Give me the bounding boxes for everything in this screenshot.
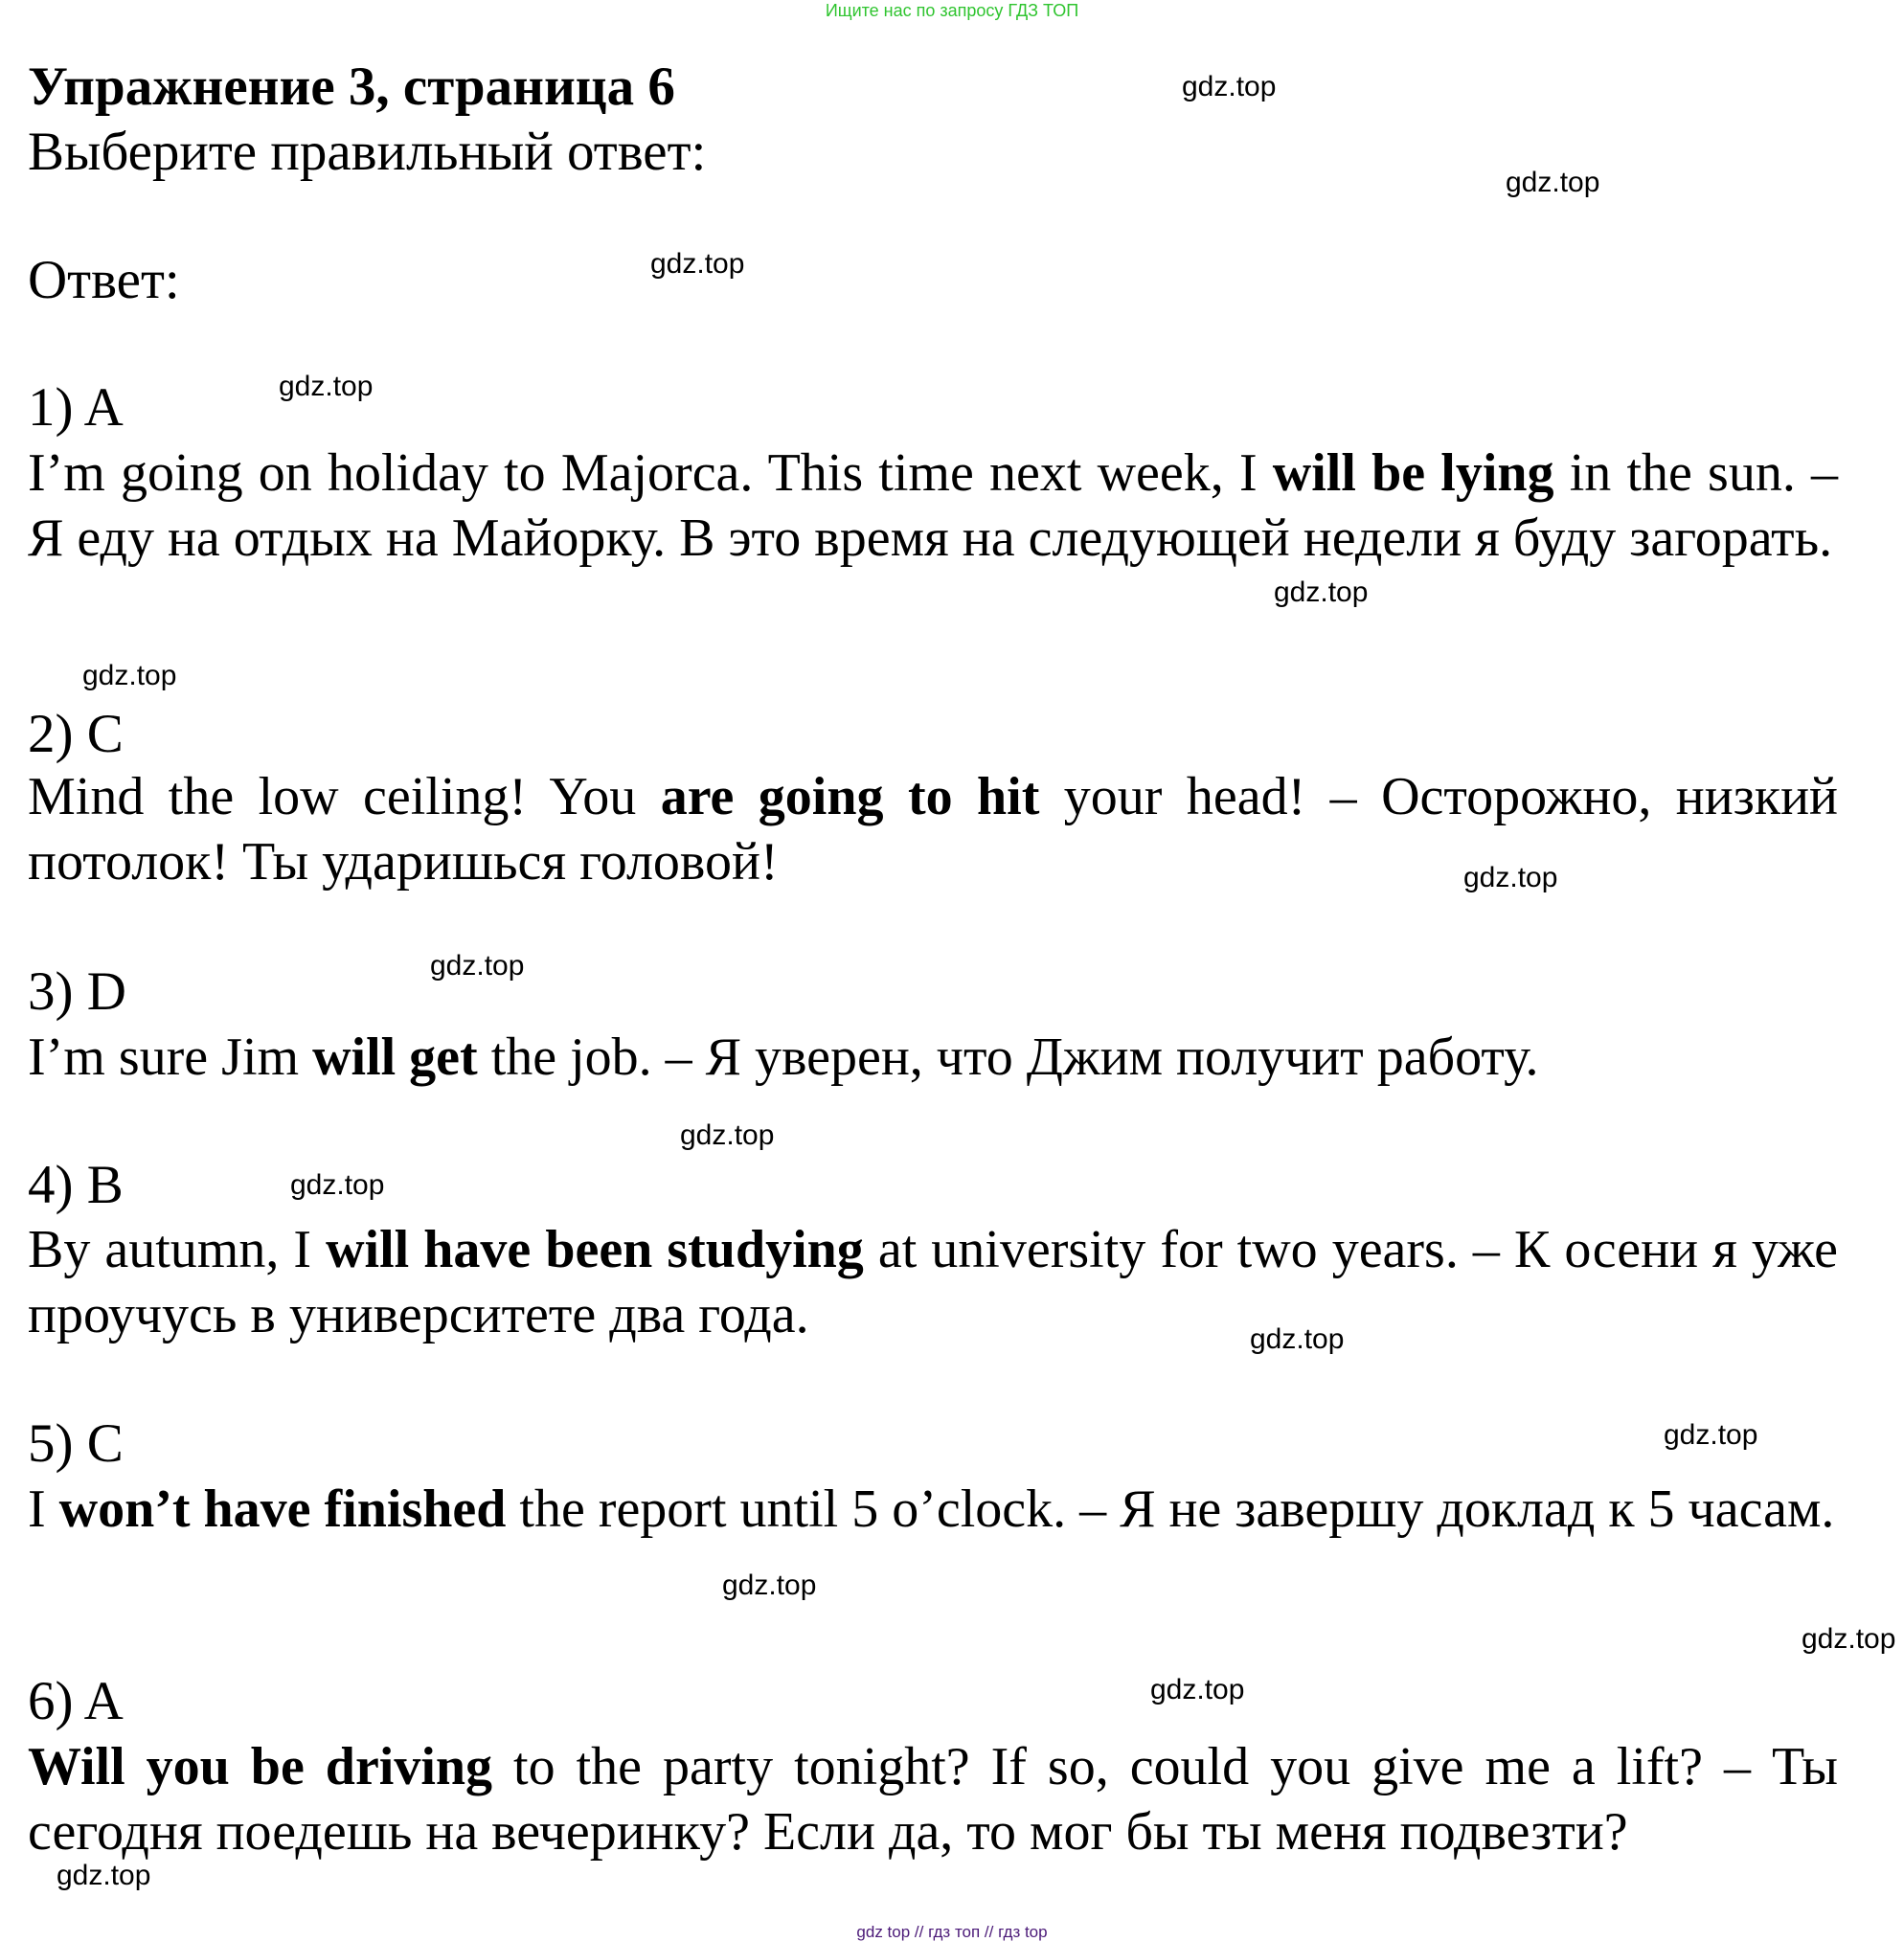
instruction: Выберите правильный ответ: bbox=[28, 122, 707, 182]
text-segment: in the sun. – Я еду на отдых на Майорку. В это время на следующей недели я буду загорать. bbox=[28, 443, 1839, 568]
watermark: gdz.top bbox=[430, 950, 525, 982]
watermark: gdz.top bbox=[680, 1119, 775, 1151]
watermark: gdz.top bbox=[1274, 576, 1369, 608]
answer-phrase: Will you be driving bbox=[28, 1737, 493, 1796]
item-label: 3) D bbox=[28, 961, 126, 1022]
text-segment: Mind the low ceiling! You bbox=[28, 767, 661, 826]
text-segment: I bbox=[28, 1479, 59, 1539]
item-label: 2) C bbox=[28, 704, 124, 764]
watermark: gdz.top bbox=[1150, 1674, 1245, 1705]
watermark: gdz.top bbox=[650, 248, 745, 280]
answer-phrase: will get bbox=[312, 1027, 478, 1087]
text-segment: By autumn, I bbox=[28, 1220, 327, 1279]
text-segment: to the party tonight? If so, could you give me a lift? – Ты сегодня поедешь на вечеринку? Если да, то мог бы ты меня подвезти? bbox=[28, 1737, 1838, 1862]
footer-links: gdz top // гдз топ // гдз top bbox=[856, 1923, 1048, 1941]
answer-phrase: will have been studying bbox=[326, 1220, 864, 1279]
item-text bbox=[28, 1025, 1838, 1090]
watermark: gdz.top bbox=[1250, 1323, 1345, 1355]
watermark: gdz.top bbox=[57, 1860, 151, 1891]
watermark: gdz.top bbox=[279, 371, 374, 402]
item-label: 4) B bbox=[28, 1155, 124, 1215]
text-segment: at university for two years. – К осени я уже проучусь в университете два года. bbox=[28, 1220, 1838, 1344]
watermark: gdz.top bbox=[290, 1169, 385, 1201]
answer-phrase: will be lying bbox=[1272, 443, 1554, 503]
watermark: gdz.top bbox=[82, 660, 177, 691]
item-text bbox=[28, 1217, 1838, 1347]
item-text bbox=[28, 1734, 1838, 1864]
item-label: 1) A bbox=[28, 377, 124, 438]
answer-phrase: won’t have finished bbox=[58, 1479, 507, 1539]
item-label: 5) C bbox=[28, 1413, 124, 1474]
text-segment: the report until 5 o’clock. – Я не завершу доклад к 5 часам. bbox=[506, 1479, 1835, 1539]
watermark: gdz.top bbox=[1182, 71, 1277, 102]
watermark: gdz.top bbox=[1506, 167, 1600, 198]
item-label: 6) A bbox=[28, 1671, 124, 1731]
watermark: gdz.top bbox=[722, 1569, 817, 1601]
text-segment: I’m going on holiday to Majorca. This time next week, I bbox=[28, 443, 1273, 503]
item-text bbox=[28, 440, 1838, 571]
text-segment: I’m sure Jim bbox=[28, 1027, 313, 1087]
text-segment: your head! – Осторожно, низкий потолок! Ты ударишься головой! bbox=[28, 767, 1839, 892]
search-hint: Ищите нас по запросу ГДЗ ТОП bbox=[825, 1, 1079, 20]
answer-phrase: are going to hit bbox=[660, 767, 1040, 826]
answer-label: Ответ: bbox=[28, 250, 180, 310]
watermark: gdz.top bbox=[1664, 1419, 1758, 1451]
item-text bbox=[28, 1477, 1838, 1542]
watermark: gdz.top bbox=[1802, 1623, 1896, 1655]
watermark: gdz.top bbox=[1463, 862, 1558, 893]
text-segment: the job. – Я уверен, что Джим получит работу. bbox=[477, 1027, 1539, 1087]
page-title: Упражнение 3, страница 6 bbox=[28, 56, 675, 117]
item-text bbox=[28, 764, 1838, 894]
